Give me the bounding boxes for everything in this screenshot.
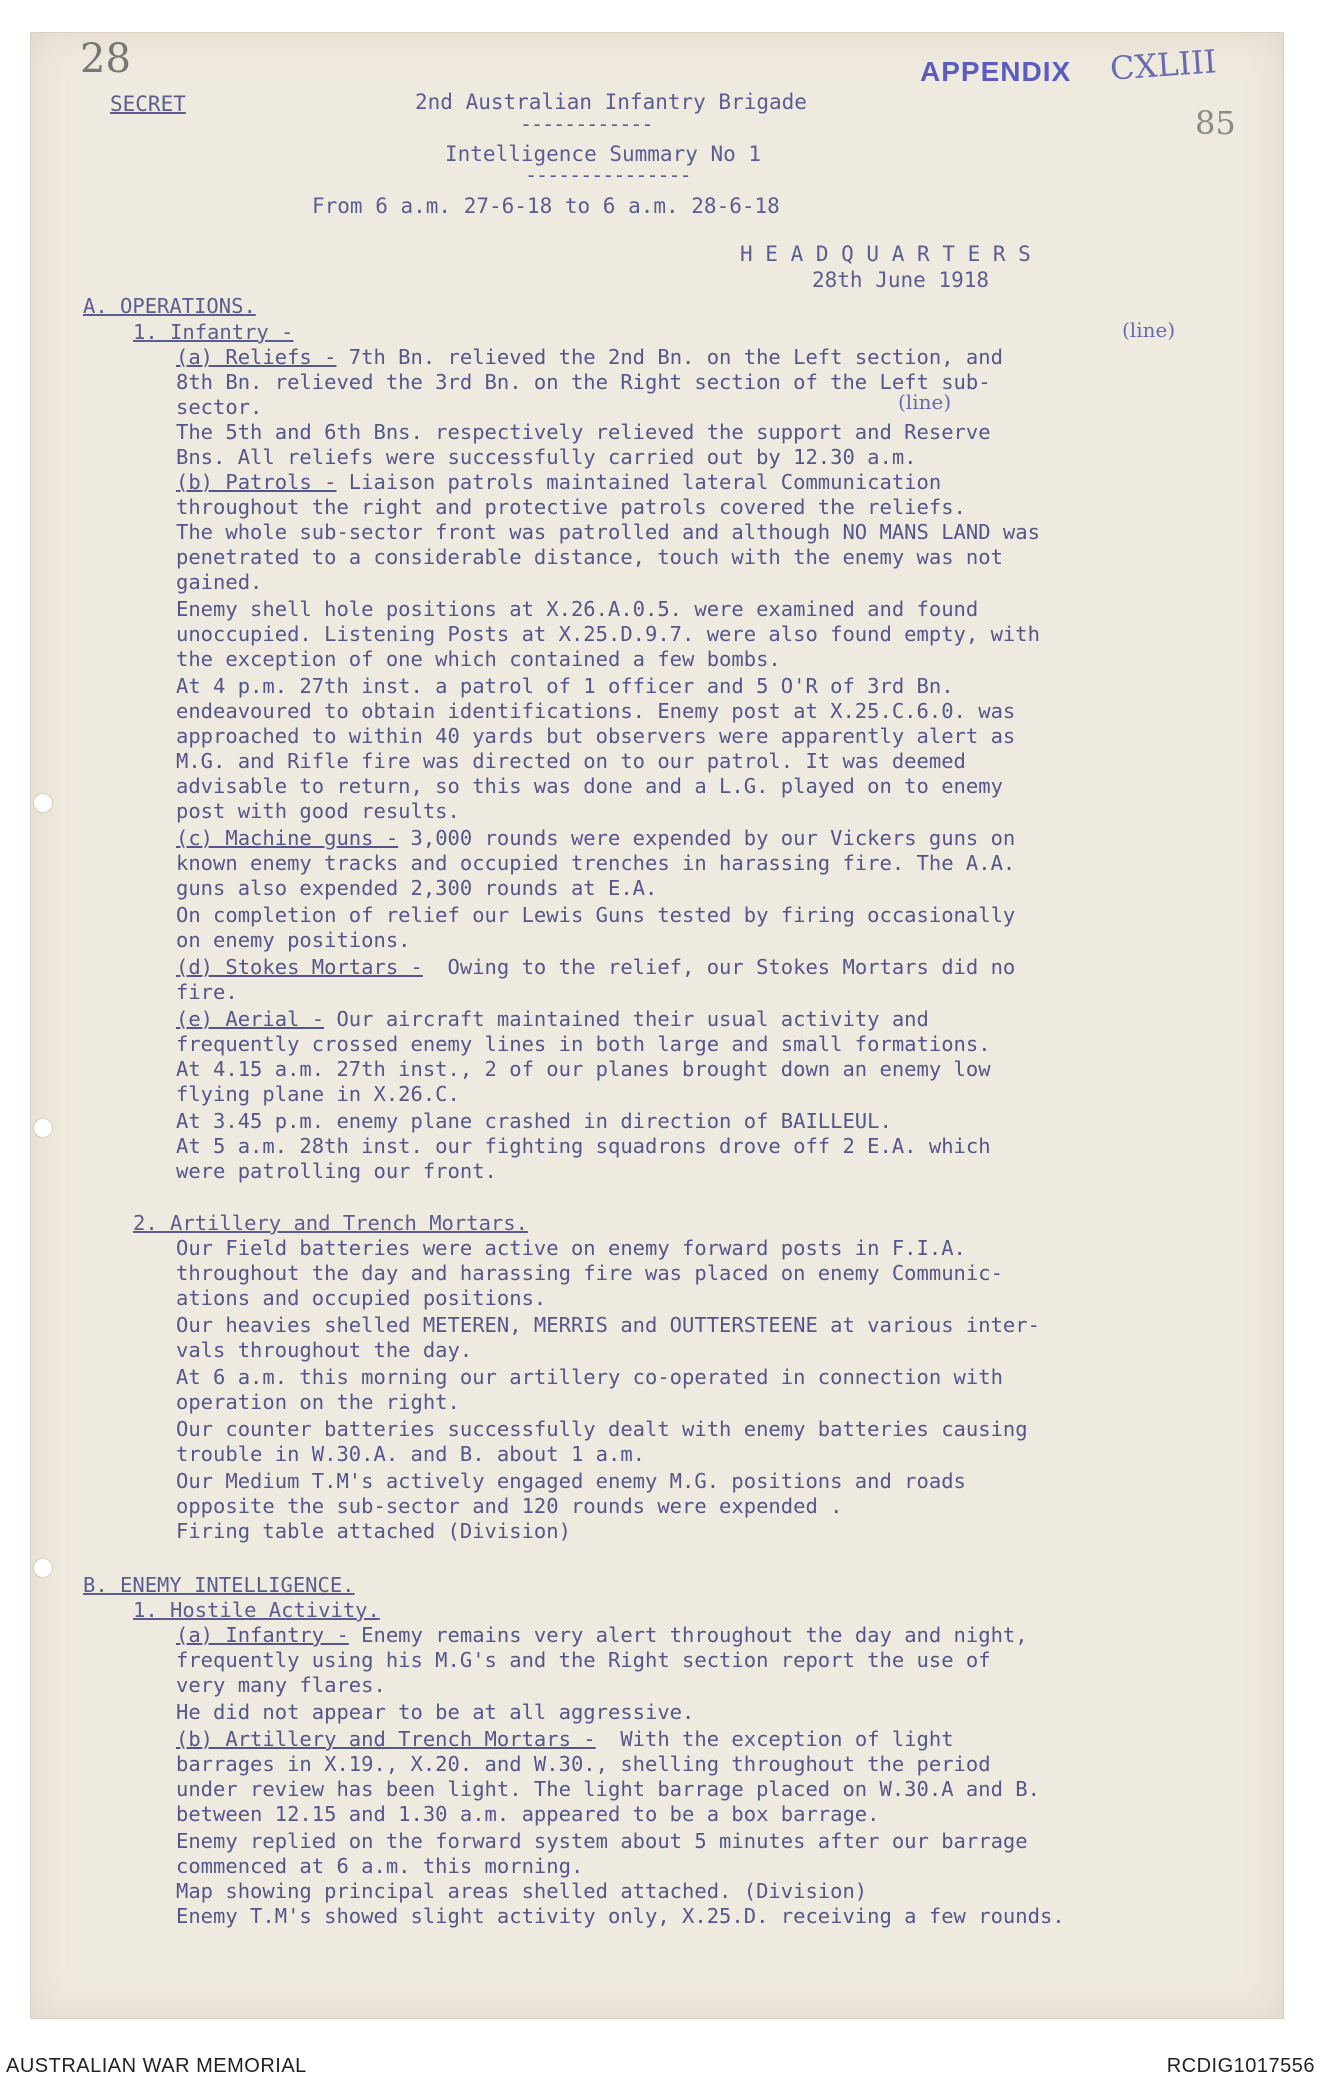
- text-line: Enemy replied on the forward system about 5 minutes after our barrage: [176, 1829, 1028, 1853]
- text-line: frequently using his M.G's and the Right section report the use of: [176, 1648, 991, 1672]
- punch-hole: [33, 1118, 53, 1138]
- text-line: At 6 a.m. this morning our artillery co-operated in connection with: [176, 1365, 1003, 1389]
- appendix-stamp: APPENDIX: [920, 56, 1072, 87]
- text-line: (d) Stokes Mortars - Owing to the relief, our Stokes Mortars did no: [176, 955, 1016, 979]
- handwritten-annotation: (line): [1122, 318, 1176, 342]
- text-line: known enemy tracks and occupied trenches in harassing fire. The A.A.: [176, 851, 1016, 875]
- text-line: operation on the right.: [176, 1390, 460, 1414]
- subsection-heading: 1. Hostile Activity.: [133, 1598, 380, 1622]
- text-line: approached to within 40 yards but observers were apparently alert as: [176, 724, 1016, 748]
- page-number: 85: [1195, 104, 1236, 142]
- text-line: fire.: [176, 980, 238, 1004]
- appendix-number-handwritten: CXLIII: [1108, 42, 1218, 88]
- text-line: throughout the day and harassing fire was placed on enemy Communic-: [176, 1261, 1003, 1285]
- text-line: guns also expended 2,300 rounds at E.A.: [176, 876, 658, 900]
- text-line: Map showing principal areas shelled attached. (Division): [176, 1879, 868, 1903]
- archive-id: RCDIG1017556: [1166, 2055, 1315, 2077]
- text-line: (a) Infantry - Enemy remains very alert throughout the day and night,: [176, 1623, 1028, 1647]
- text-line: Enemy shell hole positions at X.26.A.0.5. were examined and found: [176, 597, 979, 621]
- text-line: the exception of one which contained a few bombs.: [176, 647, 781, 671]
- section-heading: B. ENEMY INTELLIGENCE.: [83, 1573, 355, 1597]
- text-line: sector.: [176, 395, 263, 419]
- archive-credit: AUSTRALIAN WAR MEMORIAL: [6, 2055, 307, 2077]
- text-line: trouble in W.30.A. and B. about 1 a.m.: [176, 1442, 645, 1466]
- text-line: The 5th and 6th Bns. respectively relieved the support and Reserve: [176, 420, 991, 444]
- patrols-label: (b) Patrols -: [176, 470, 337, 494]
- text-line: At 3.45 p.m. enemy plane crashed in direction of BAILLEUL.: [176, 1109, 892, 1133]
- text-line: (e) Aerial - Our aircraft maintained their usual activity and: [176, 1007, 929, 1031]
- text-line: very many flares.: [176, 1673, 386, 1697]
- text-line: On completion of relief our Lewis Guns tested by firing occasionally: [176, 903, 1016, 927]
- text-line: post with good results.: [176, 799, 460, 823]
- text-line: M.G. and Rifle fire was directed on to our patrol. It was deemed: [176, 749, 966, 773]
- text-line: gained.: [176, 570, 263, 594]
- divider: ---------------: [525, 163, 691, 187]
- text-line: throughout the right and protective patrols covered the reliefs.: [176, 495, 966, 519]
- text-line: opposite the sub-sector and 120 rounds were expended .: [176, 1494, 843, 1518]
- unit-title: 2nd Australian Infantry Brigade: [415, 90, 807, 114]
- text-line: He did not appear to be at all aggressive.: [176, 1700, 695, 1724]
- punch-hole: [33, 793, 53, 813]
- text-line: (b) Patrols - Liaison patrols maintained lateral Communication: [176, 470, 942, 494]
- text-line: vals throughout the day.: [176, 1338, 473, 1362]
- text-line: ations and occupied positions.: [176, 1286, 547, 1310]
- text-line: Our Medium T.M's actively engaged enemy M.G. positions and roads: [176, 1469, 966, 1493]
- text-line: commenced at 6 a.m. this morning.: [176, 1854, 584, 1878]
- text-line: (c) Machine guns - 3,000 rounds were expended by our Vickers guns on: [176, 826, 1016, 850]
- divider: ------------: [520, 112, 653, 136]
- subsection-heading: 1. Infantry -: [133, 320, 294, 344]
- handwritten-annotation: (line): [898, 390, 952, 414]
- text-line: penetrated to a considerable distance, touch with the enemy was not: [176, 545, 1003, 569]
- reliefs-label: (a) Reliefs -: [176, 345, 337, 369]
- aerial-label: (e) Aerial -: [176, 1007, 325, 1031]
- punch-hole: [33, 1558, 53, 1578]
- text-line: Enemy T.M's showed slight activity only, X.25.D. receiving a few rounds.: [176, 1904, 1065, 1928]
- folio-number: 28: [80, 36, 131, 82]
- text-line: were patrolling our front.: [176, 1159, 497, 1183]
- text-line: Bns. All reliefs were successfully carried out by 12.30 a.m.: [176, 445, 917, 469]
- text-line: Our heavies shelled METEREN, MERRIS and OUTTERSTEENE at various inter-: [176, 1313, 1040, 1337]
- text-line: endeavoured to obtain identifications. Enemy post at X.25.C.6.0. was: [176, 699, 1016, 723]
- enemy-artillery-label: (b) Artillery and Trench Mortars -: [176, 1727, 596, 1751]
- text-line: At 4 p.m. 27th inst. a patrol of 1 officer and 5 O'R of 3rd Bn.: [176, 674, 954, 698]
- hq-heading: H E A D Q U A R T E R S: [740, 242, 1031, 266]
- text-line: 8th Bn. relieved the 3rd Bn. on the Right section of the Left sub-: [176, 370, 991, 394]
- text-line: flying plane in X.26.C.: [176, 1082, 460, 1106]
- text-line: Our Field batteries were active on enemy forward posts in F.I.A.: [176, 1236, 966, 1260]
- document-date: 28th June 1918: [812, 268, 990, 292]
- subsection-heading: 2. Artillery and Trench Mortars.: [133, 1211, 528, 1235]
- text-line: (a) Reliefs - 7th Bn. relieved the 2nd Bn. on the Left section, and: [176, 345, 1003, 369]
- stokes-mortars-label: (d) Stokes Mortars -: [176, 955, 423, 979]
- text-line: (b) Artillery and Trench Mortars - With the exception of light: [176, 1727, 954, 1751]
- text-line: At 4.15 a.m. 27th inst., 2 of our planes brought down an enemy low: [176, 1057, 991, 1081]
- text-line: frequently crossed enemy lines in both large and small formations.: [176, 1032, 991, 1056]
- text-line: unoccupied. Listening Posts at X.25.D.9.7. were also found empty, with: [176, 622, 1040, 646]
- text-line: barrages in X.19., X.20. and W.30., shelling throughout the period: [176, 1752, 991, 1776]
- machine-guns-label: (c) Machine guns -: [176, 826, 399, 850]
- text-line: Firing table attached (Division): [176, 1519, 571, 1543]
- text-line: Our counter batteries successfully dealt with enemy batteries causing: [176, 1417, 1028, 1441]
- text-line: between 12.15 and 1.30 a.m. appeared to be a box barrage.: [176, 1802, 880, 1826]
- text-line: advisable to return, so this was done and a L.G. played on to enemy: [176, 774, 1003, 798]
- text-line: on enemy positions.: [176, 928, 411, 952]
- enemy-infantry-label: (a) Infantry -: [176, 1623, 349, 1647]
- text-line: The whole sub-sector front was patrolled and although NO MANS LAND was: [176, 520, 1040, 544]
- text-line: At 5 a.m. 28th inst. our fighting squadrons drove off 2 E.A. which: [176, 1134, 991, 1158]
- classification: SECRET: [110, 92, 186, 116]
- summary-title: Intelligence Summary No 1: [445, 142, 762, 166]
- text-line: under review has been light. The light barrage placed on W.30.A and B.: [176, 1777, 1040, 1801]
- period: From 6 a.m. 27-6-18 to 6 a.m. 28-6-18: [312, 194, 780, 218]
- section-heading: A. OPERATIONS.: [83, 294, 256, 318]
